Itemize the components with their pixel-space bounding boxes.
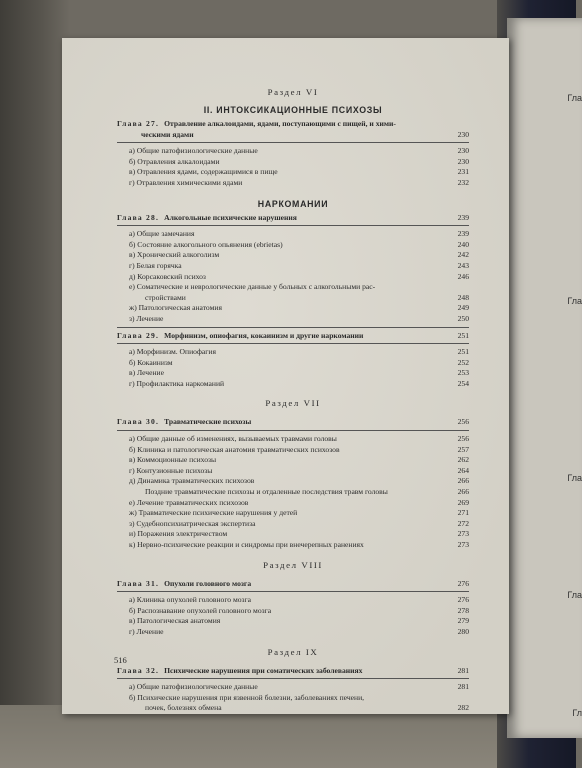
chapter-label: Глава 28. (117, 212, 160, 222)
background-left (0, 0, 70, 768)
toc-item: г) Лечение 280 (129, 626, 469, 636)
toc-item: а) Общие патофизиологические данные 230 (129, 146, 469, 156)
toc-item: к) Нервно-психические реакции и синдромы при внечерепных ранениях 273 (129, 540, 469, 549)
divider (117, 678, 469, 679)
page-ref: 280 (457, 626, 469, 636)
table-of-contents (117, 86, 469, 714)
page-ref: 257 (457, 444, 469, 454)
toc-item: Поздние травматические психозы и отдаленные последствия травм головы 266 (145, 487, 469, 497)
page-ref: 281 (457, 665, 469, 675)
chapter-label: Глава 30. (117, 417, 160, 427)
chapter-label: Глава 32. (117, 665, 160, 675)
page-ref: 276 (457, 595, 469, 605)
toc-item: г) Профилактика наркоманий 254 (129, 378, 469, 388)
chapter-row (117, 119, 469, 130)
chapter-label: Глава 27. (117, 119, 160, 128)
toc-item: в) Хронический алкоголизм 242 (129, 250, 469, 260)
toc-item: почек, болезнях обмена 282 (145, 703, 469, 713)
toc-item: в) Коммоционные психозы 262 (129, 455, 469, 465)
toc-item: е) Лечение травматических психозов 269 (129, 497, 469, 507)
chapter-row (117, 417, 469, 428)
page-ref: 239 (457, 229, 469, 239)
toc-item: стройствами 248 (145, 292, 469, 302)
facing-page-fragment: Гла (567, 296, 582, 306)
chapter-name: Психические нарушения при соматических заболеваниях (164, 665, 363, 675)
divider (117, 430, 469, 431)
page-ref: 281 (457, 682, 469, 692)
toc-item: б) Распознавание опухолей головного мозга 278 (129, 605, 469, 615)
toc-item: ж) Травматические психические нарушения у детей 271 (129, 508, 469, 518)
facing-page (507, 18, 582, 738)
page-ref: 252 (457, 357, 469, 367)
page-ref: 230 (457, 146, 469, 156)
page-ref: 279 (457, 616, 469, 626)
toc-item: г) Контузионные психозы 264 (129, 465, 469, 475)
page-ref: 273 (457, 540, 469, 549)
section-heading: Раздел VII (265, 398, 321, 409)
page-ref: 251 (457, 330, 469, 340)
chapter-row (117, 579, 469, 590)
toc-item: а) Общие данные об изменениях, вызываемых травмами головы 256 (129, 434, 469, 444)
toc-item: е) Соматические и неврологические данные у больных с алкогольными рас- (129, 282, 376, 292)
page-ref: 271 (457, 508, 469, 518)
toc-item: б) Кокаинизм 252 (129, 357, 469, 367)
page-ref: 242 (457, 250, 469, 260)
page-ref: 276 (457, 578, 469, 588)
toc-item: и) Поражения электричеством 273 (129, 529, 469, 539)
chapter-label: Глава 29. (117, 330, 160, 340)
page-ref: 264 (457, 465, 469, 475)
toc-item: а) Общие замечания 239 (129, 229, 469, 239)
book-page (62, 38, 509, 714)
page-ref: 278 (457, 605, 469, 615)
page-ref: 230 (457, 156, 469, 166)
page-ref: 269 (457, 497, 469, 507)
toc-item: з) Судебнопсихиатрическая экспертиза 272 (129, 518, 469, 528)
chapter-name: Морфинизм, опиофагия, кокаинизм и другие наркомании (164, 330, 364, 340)
page-ref: 272 (457, 518, 469, 528)
chapter-row (117, 331, 469, 342)
toc-item: в) Лечение 253 (129, 368, 469, 378)
chapter-row (117, 213, 469, 224)
page-ref: 249 (457, 303, 469, 313)
page-ref: 282 (457, 703, 469, 713)
page-ref: 240 (457, 239, 469, 249)
toc-item: б) Клиника и патологическая анатомия травматических психозов 257 (129, 444, 469, 454)
page-ref: 243 (457, 260, 469, 270)
page-ref: 230 (457, 129, 469, 139)
toc-item: д) Корсаковский психоз 246 (129, 271, 469, 281)
page-ref: 262 (457, 455, 469, 465)
divider (117, 142, 469, 143)
toc-item: а) Клиника опухолей головного мозга 276 (129, 595, 469, 605)
divider (117, 327, 469, 328)
divider (117, 591, 469, 592)
page-ref: 273 (457, 529, 469, 539)
toc-item: в) Отравления ядами, содержащимися в пище 231 (129, 167, 469, 177)
facing-page-fragment: Гл (572, 708, 582, 718)
divider (117, 225, 469, 226)
toc-item: б) Состояние алкогольного опьянения (ebrietas) 240 (129, 239, 469, 249)
toc-item: ж) Патологическая анатомия 249 (129, 303, 469, 313)
page-ref: 254 (457, 378, 469, 388)
section-heading: Раздел VI (267, 87, 319, 97)
page-ref: 231 (457, 167, 469, 177)
divider (117, 343, 469, 344)
toc-item: б) Психические нарушения при язвенной болезни, заболеваниях печени, (129, 692, 365, 702)
page-number: 516 (114, 655, 127, 665)
background-table (0, 705, 576, 768)
section-title: НАРКОМАНИИ (257, 198, 329, 209)
toc-item: г) Отравления химическими ядами 232 (129, 177, 469, 187)
section-title: II. ИНТОКСИКАЦИОННЫЕ ПСИХОЗЫ (203, 105, 383, 115)
page-ref: 239 (457, 212, 469, 222)
toc-item: г) Белая горячка 243 (129, 260, 469, 270)
page-ref: 248 (457, 292, 469, 302)
chapter-row (117, 666, 469, 677)
chapter-name-continuation: ческими ядами (141, 129, 194, 139)
section-heading: Раздел IX (267, 646, 319, 657)
facing-page-fragment: Гла (567, 473, 582, 483)
section-heading: Раздел VIII (263, 559, 323, 570)
toc-item: б) Отравления алкалоидами 230 (129, 156, 469, 166)
page-ref: 232 (457, 177, 469, 187)
chapter-name: Алкогольные психические нарушения (164, 212, 297, 222)
toc-item: з) Лечение 250 (129, 313, 469, 323)
toc-item: а) Морфинизм. Опиофагия 251 (129, 347, 469, 357)
toc-item: в) Патологическая анатомия 279 (129, 616, 469, 626)
page-ref: 250 (457, 313, 469, 323)
toc-item: а) Общие патофизиологические данные 281 (129, 682, 469, 692)
chapter-row-continuation (117, 130, 469, 141)
page-ref: 246 (457, 271, 469, 281)
facing-page-fragment: Гла (567, 590, 582, 600)
page-ref: 256 (457, 434, 469, 444)
page-ref: 266 (457, 476, 469, 486)
toc-item: д) Динамика травматических психозов 266 (129, 476, 469, 486)
chapter-name: Травматические психозы (164, 417, 252, 427)
chapter-name: Опухоли головного мозга (164, 578, 252, 588)
chapter-label: Глава 31. (117, 578, 160, 588)
page-ref: 266 (457, 487, 469, 497)
page-ref: 256 (457, 417, 469, 427)
page-ref: 253 (457, 368, 469, 378)
chapter-name: Отравление алкалоидами, ядами, поступающими с пищей, и хими- (164, 119, 396, 128)
facing-page-fragment: Гла (567, 93, 582, 103)
page-ref: 251 (457, 347, 469, 357)
